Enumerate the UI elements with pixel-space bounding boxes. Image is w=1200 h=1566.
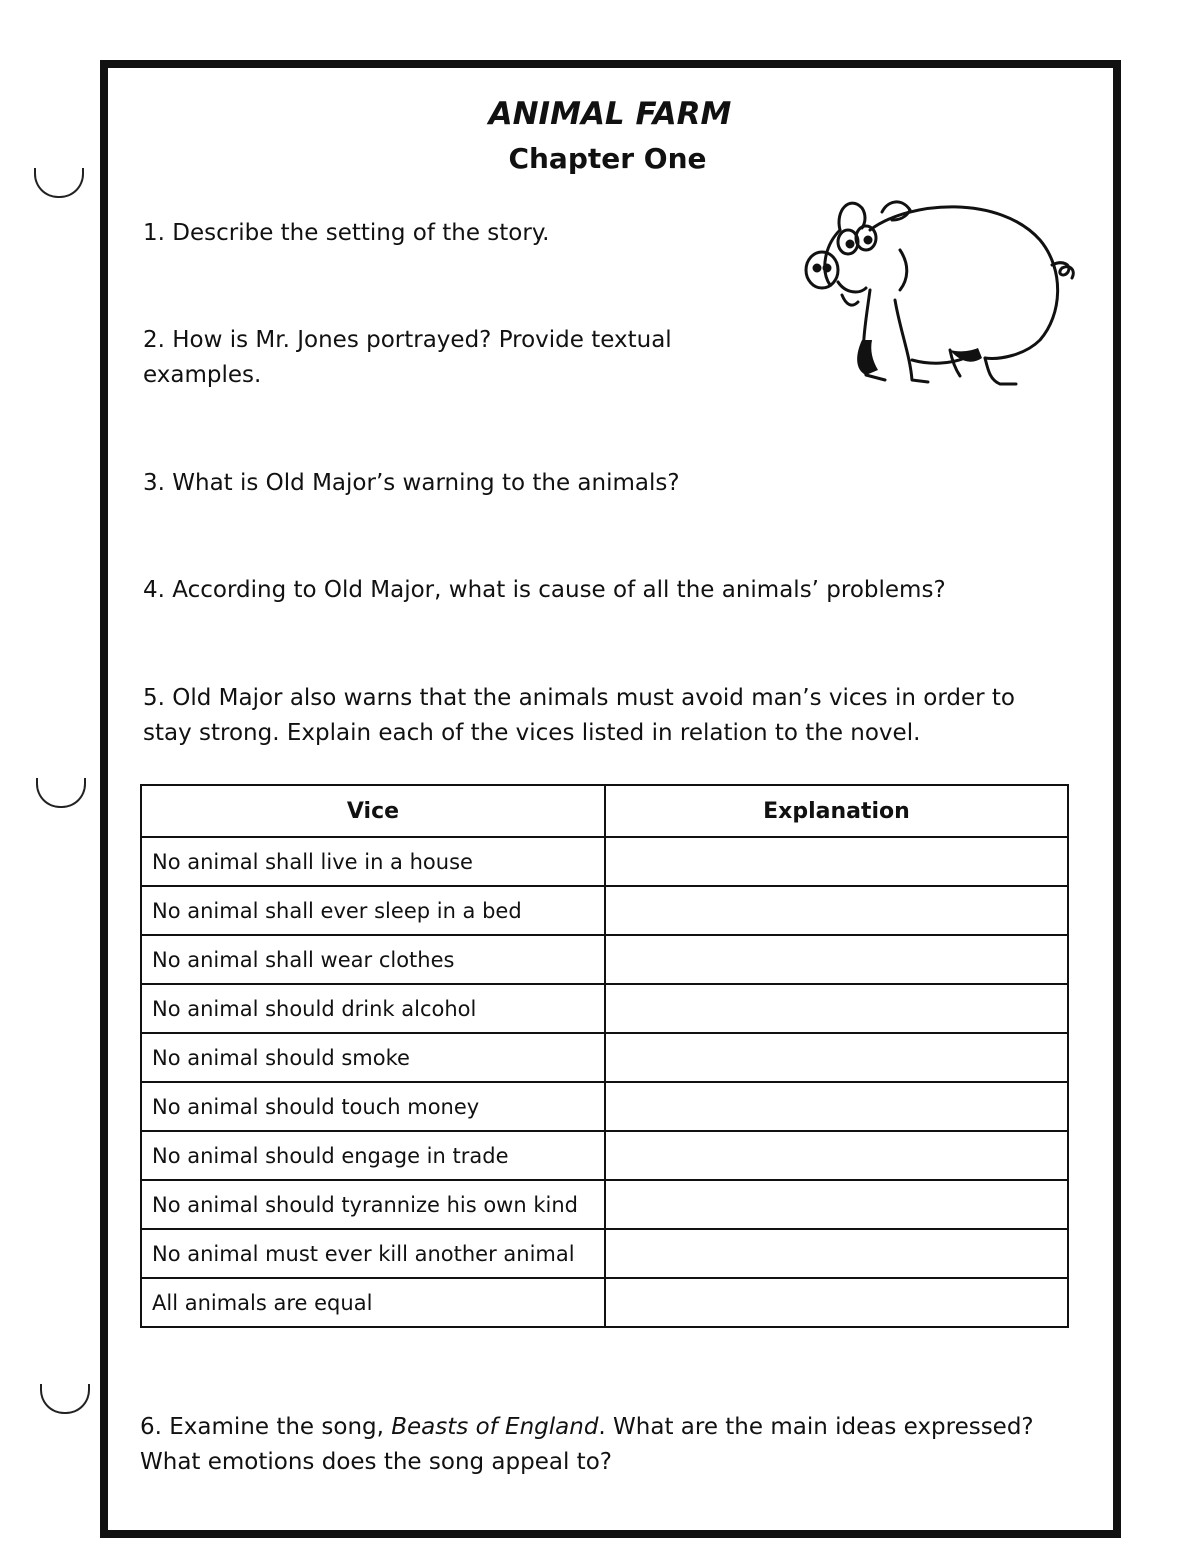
table-row (141, 1229, 1068, 1278)
question-5: 5. Old Major also warns that the animals must avoid man’s vices in order to stay strong. Explain each of the vices listed in relation to the novel. (143, 685, 1015, 746)
explanation-cell[interactable] (605, 886, 1068, 935)
explanation-cell[interactable] (605, 837, 1068, 886)
question-1: 1. Describe the setting of the story. (143, 220, 550, 246)
table-row (141, 935, 1068, 984)
explanation-cell[interactable] (605, 935, 1068, 984)
vice-cell: No animal shall live in a house (141, 837, 605, 886)
table-row (141, 1180, 1068, 1229)
table-row (141, 886, 1068, 935)
question-6 (140, 1410, 1070, 1480)
song-title: Beasts of England (391, 1414, 599, 1440)
vice-cell: No animal must ever kill another animal (141, 1229, 605, 1278)
explanation-column-header: Explanation (605, 785, 1068, 837)
vice-column-header: Vice (141, 785, 605, 837)
pig-icon (800, 190, 1080, 400)
table-row (141, 1131, 1068, 1180)
binder-hole-middle (36, 778, 86, 808)
explanation-cell[interactable] (605, 1131, 1068, 1180)
vice-cell: No animal shall ever sleep in a bed (141, 886, 605, 935)
table-row (141, 1082, 1068, 1131)
vice-cell: No animal should drink alcohol (141, 984, 605, 1033)
vice-cell: No animal should tyrannize his own kind (141, 1180, 605, 1229)
table-row (141, 1278, 1068, 1327)
vice-table (140, 784, 1069, 1328)
vice-cell: All animals are equal (141, 1278, 605, 1327)
table-row (141, 837, 1068, 886)
question-3: 3. What is Old Major’s warning to the animals? (143, 470, 680, 496)
worksheet-title: ANIMAL FARM (488, 96, 732, 132)
explanation-cell[interactable] (605, 1229, 1068, 1278)
explanation-cell[interactable] (605, 1278, 1068, 1327)
table-row (141, 1033, 1068, 1082)
binder-hole-bottom (40, 1384, 90, 1414)
question-6-lead: 6. Examine the song, (140, 1414, 392, 1440)
vice-cell: No animal shall wear clothes (141, 935, 605, 984)
vice-table-header (141, 785, 1068, 837)
explanation-cell[interactable] (605, 1082, 1068, 1131)
worksheet-subtitle: Chapter One (508, 142, 707, 175)
explanation-cell[interactable] (605, 1033, 1068, 1082)
explanation-cell[interactable] (605, 1180, 1068, 1229)
question-2: 2. How is Mr. Jones portrayed? Provide textual examples. (143, 327, 672, 388)
table-row (141, 984, 1068, 1033)
vice-cell: No animal should smoke (141, 1033, 605, 1082)
vice-cell: No animal should touch money (141, 1082, 605, 1131)
explanation-cell[interactable] (605, 984, 1068, 1033)
question-6-rest: . What are the main ideas expressed? What emotions does the song appeal to? (140, 1414, 1034, 1475)
question-4: 4. According to Old Major, what is cause of all the animals’ problems? (143, 577, 946, 603)
vice-cell: No animal should engage in trade (141, 1131, 605, 1180)
